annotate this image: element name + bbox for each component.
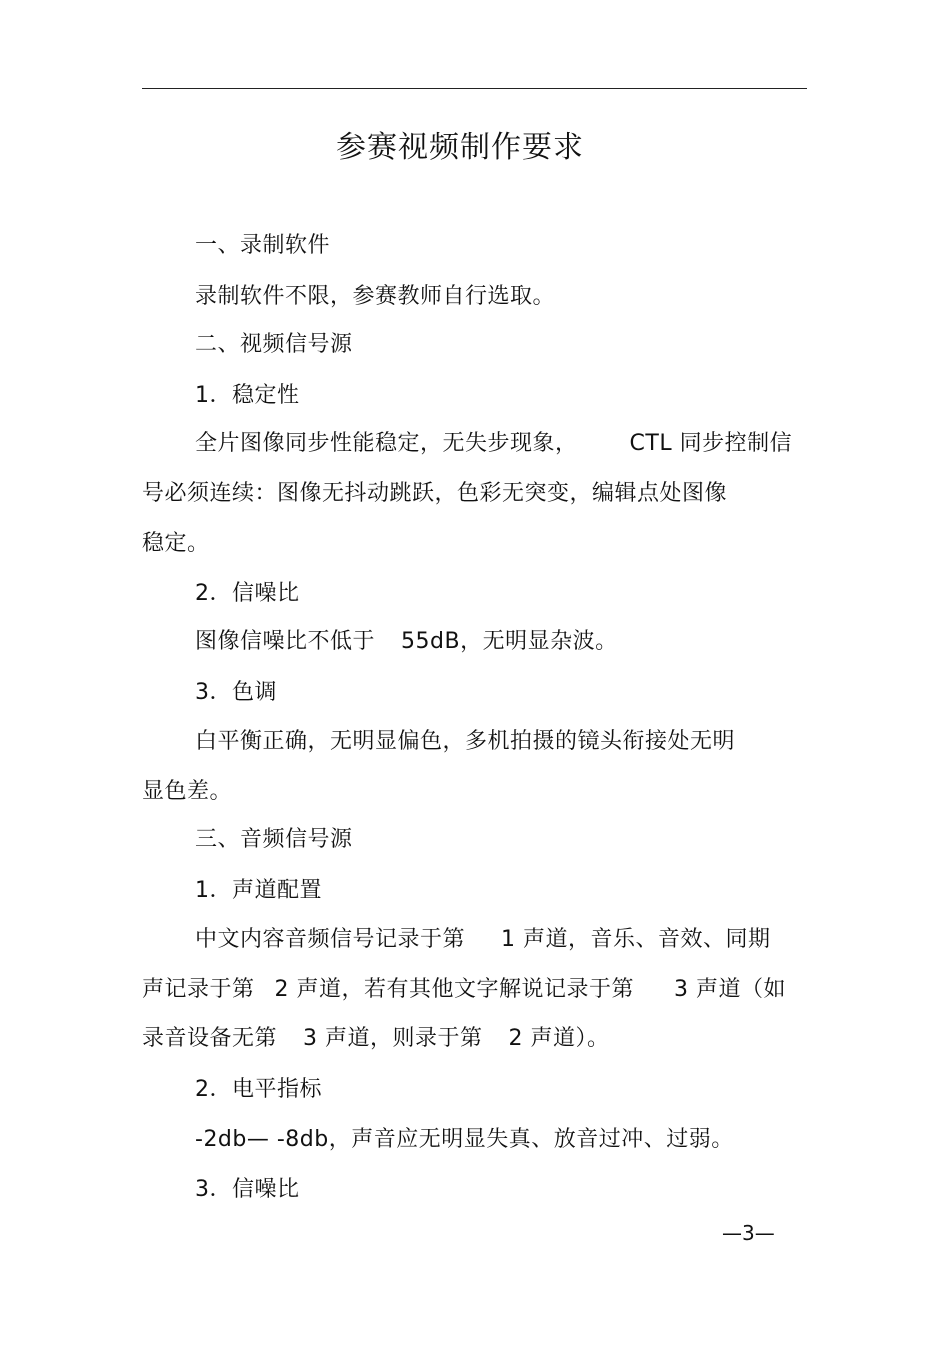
page-number: —3— <box>722 1221 775 1245</box>
channel-text-3a: 录音设备无第 <box>142 1026 278 1051</box>
paragraph-stability-line-1 <box>195 428 792 460</box>
section-heading-recording-software: 一、录制软件 <box>195 233 331 258</box>
channel-text-2a: 声记录于第 <box>142 977 255 1002</box>
channel-text-1b: 1 声道，音乐、音效、同期 <box>501 927 771 952</box>
subheading-snr-audio: 3．信噪比 <box>195 1177 300 1202</box>
subheading-snr-video: 2．信噪比 <box>195 581 300 606</box>
paragraph-snr-video <box>195 626 618 658</box>
channel-text-2b: 2 声道，若有其他文字解说记录于第 <box>274 977 635 1002</box>
stability-text-b: CTL 同步控制信 <box>629 431 793 456</box>
channel-text-3c: 2 声道）。 <box>508 1026 610 1051</box>
channel-text-1a: 中文内容音频信号记录于第 <box>195 927 466 952</box>
paragraph-color-tone-line-2: 显色差。 <box>142 779 233 804</box>
subheading-channel-config: 1．声道配置 <box>195 878 322 903</box>
stability-text-a: 全片图像同步性能稳定，无失步现象， <box>195 431 578 456</box>
subheading-color-tone: 3．色调 <box>195 680 277 705</box>
paragraph-channel-config-line-3 <box>142 1023 610 1055</box>
subheading-stability: 1．稳定性 <box>195 383 300 408</box>
section-heading-video-signal: 二、视频信号源 <box>195 332 353 357</box>
header-rule <box>142 88 807 89</box>
page-title: 参赛视频制作要求 <box>336 130 584 165</box>
channel-text-3b: 3 声道，则录于第 <box>303 1026 483 1051</box>
paragraph-recording-software: 录制软件不限，参赛教师自行选取。 <box>195 284 556 309</box>
channel-text-2c: 3 声道（如 <box>674 977 787 1002</box>
subheading-level-indicator: 2．电平指标 <box>195 1077 322 1102</box>
section-heading-audio-signal: 三、音频信号源 <box>195 827 353 852</box>
paragraph-stability-line-2: 号必须连续：图像无抖动跳跃，色彩无突变，编辑点处图像 <box>142 481 728 506</box>
paragraph-channel-config-line-1 <box>195 924 771 956</box>
paragraph-stability-line-3: 稳定。 <box>142 531 210 556</box>
paragraph-level-indicator: -2db— -8db，声音应无明显失真、放音过冲、过弱。 <box>195 1127 734 1152</box>
snr-video-text-b: 55dB，无明显杂波。 <box>401 629 618 654</box>
paragraph-color-tone-line-1: 白平衡正确，无明显偏色，多机拍摄的镜头衔接处无明 <box>195 729 736 754</box>
paragraph-channel-config-line-2 <box>142 974 786 1006</box>
snr-video-text-a: 图像信噪比不低于 <box>195 629 376 654</box>
